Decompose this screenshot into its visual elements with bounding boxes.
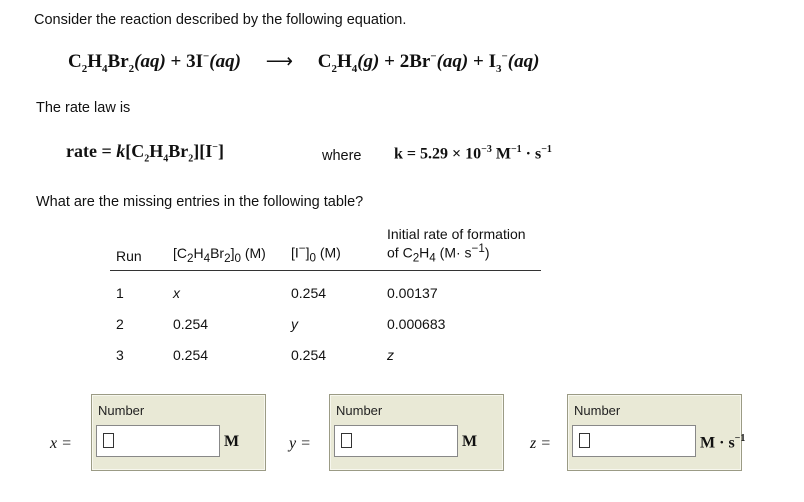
cell-rate: z [387, 346, 394, 363]
cell-run: 1 [116, 284, 124, 301]
cell-iodide: 0.254 [291, 284, 327, 301]
where-label: where [322, 148, 362, 164]
x-answer-box [91, 394, 266, 471]
z-number-input[interactable] [572, 425, 696, 457]
z-answer-box [567, 394, 746, 471]
cell-run: 3 [116, 346, 124, 363]
cell-rate: 0.000683 [387, 315, 446, 332]
cell-c2h4br2: x [173, 284, 180, 301]
z-number-label: Number [574, 403, 621, 418]
text-cursor-icon [103, 433, 114, 448]
x-unit: M [224, 433, 240, 450]
text-cursor-icon [579, 433, 590, 448]
cell-rate: 0.00137 [387, 284, 438, 301]
x-variable-label: x = [50, 435, 72, 452]
text-cursor-icon [341, 433, 352, 448]
rate-data-table [110, 226, 541, 370]
rate-law-expression: rate = $k[C_2H_4Br_2][I^-]$ [66, 141, 224, 165]
y-answer-box [329, 394, 504, 471]
reaction-equation: $C_2H_4Br_2(aq) + 3I^-(aq)$ ⟶ $C_2H_4(g) + 2Br^-(aq) + I_3^-(aq)$ [68, 50, 540, 75]
cell-c2h4br2: 0.254 [173, 346, 209, 363]
table-row [110, 271, 541, 309]
ratelaw-intro: The rate law is [36, 100, 131, 116]
table-row [110, 339, 541, 370]
y-number-label: Number [336, 403, 383, 418]
header-initial-rate: Initial rate of formation of $C_2H_4$ $(M\cdot s^{-1})$ [381, 226, 541, 271]
problem-prompt: Consider the reaction described by the following equation. [34, 12, 407, 28]
table-header-row [110, 226, 541, 271]
y-number-input[interactable] [334, 425, 458, 457]
cell-iodide: y [291, 315, 298, 332]
table-row [110, 308, 541, 339]
x-number-label: Number [98, 403, 145, 418]
header-c2h4br2-conc: $[C_2H_4Br_2]_0$ (M) [167, 226, 285, 271]
z-unit: $M \cdot s^{-1}$ [700, 433, 746, 452]
y-variable-label: y = [289, 435, 311, 452]
x-number-input[interactable] [96, 425, 220, 457]
header-iodide-conc: $[I^-]_0$ (M) [285, 226, 381, 271]
rate-constant: $k = 5.29 \times 10^{-3}$ $M^{-1} \cdot s^{-1}$ [394, 144, 552, 163]
table-question: What are the missing entries in the following table? [36, 194, 364, 210]
y-unit: M [462, 433, 478, 450]
cell-iodide: 0.254 [291, 346, 327, 363]
cell-run: 2 [116, 315, 124, 332]
cell-c2h4br2: 0.254 [173, 315, 209, 332]
z-variable-label: z = [530, 435, 552, 452]
header-run: Run [110, 226, 167, 271]
reaction-arrow: ⟶ [265, 51, 293, 72]
